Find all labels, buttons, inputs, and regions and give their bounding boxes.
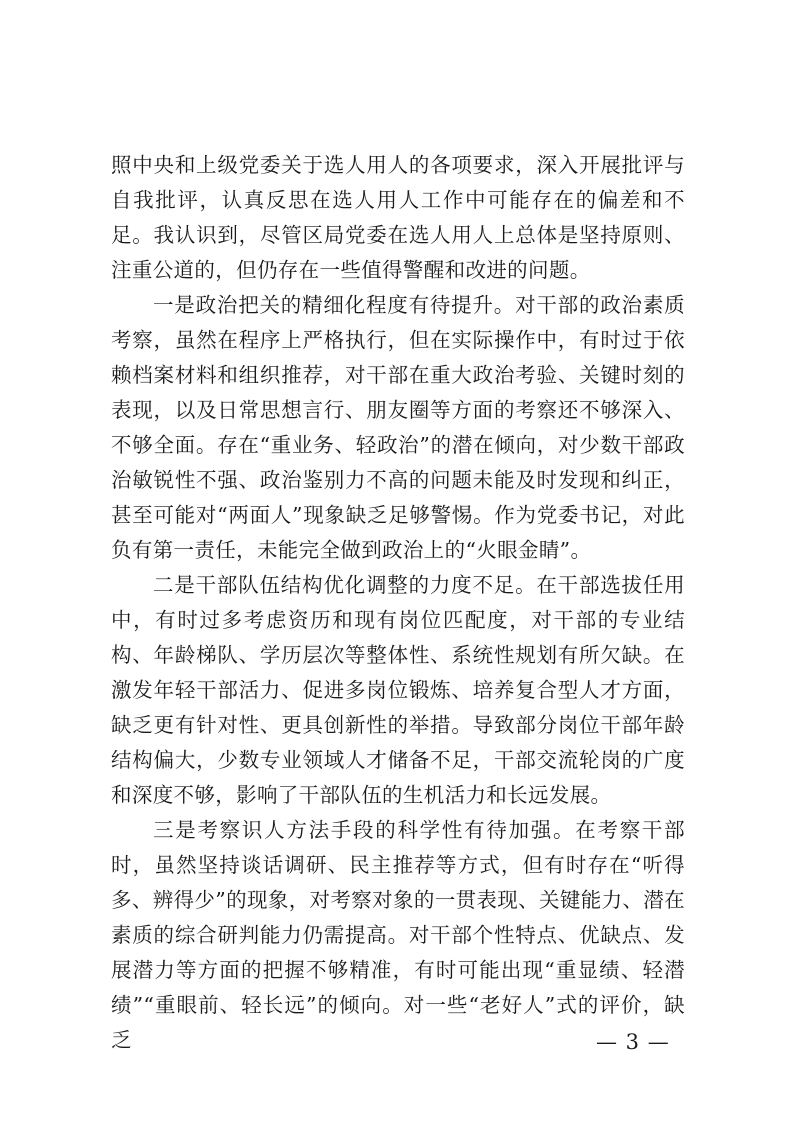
paragraph-intro-continuation: 照中央和上级党委关于选人用人的各项要求，深入开展批评与自我批评，认真反思在选人用人工作中可能存在的偏差和不足。我认识到，尽管区局党委在选人用人上总体是坚持原则、注重公道的，但仍存在一些值得警醒和改进的问题。 [111,153,685,282]
paragraph-team-structure: 二是干部队伍结构优化调整的力度不足。在干部选拔任用中，有时过多考虑资历和现有岗位匹配度，对干部的专业结构、年龄梯队、学历层次等整体性、系统性规划有所欠缺。在激发年轻干部活力、促进多岗位锻炼、培养复合型人才方面，缺乏更有针对性、更具创新性的举措。导致部分岗位干部年龄结构偏大，少数专业领域人才储备不足，干部交流轮岗的广度和深度不够，影响了干部队伍的生机活力和长远发展。 [111,573,685,807]
paragraph-political-screening: 一是政治把关的精细化程度有待提升。对干部的政治素质考察，虽然在程序上严格执行，但在实际操作中，有时过于依赖档案材料和组织推荐，对干部在重大政治考验、关键时刻的表现，以及日常思想言行、朋友圈等方面的考察还不够深入、不够全面。存在“重业务、轻政治”的潜在倾向，对少数干部政治敏锐性不强、政治鉴别力不高的问题未能及时发现和纠正，甚至可能对“两面人”现象缺乏足够警惕。作为党委书记，对此负有第一责任，未能完全做到政治上的“火眼金睛”。 [111,293,685,562]
document-body [111,148,685,1058]
paragraph-evaluation-methods: 三是考察识人方法手段的科学性有待加强。在考察干部时，虽然坚持谈话调研、民主推荐等方式，但有时存在“听得多、辨得少”的现象，对考察对象的一贯表现、关键能力、潜在素质的综合研判能力仍需提高。对干部个性特点、优缺点、发展潜力等方面的把握不够精准，有时可能出现“重显绩、轻潜绩”“重眼前、轻长远”的倾向。对一些“老好人”式的评价，缺乏 [111,818,685,1052]
page-number: — 3 — [596,1030,670,1054]
